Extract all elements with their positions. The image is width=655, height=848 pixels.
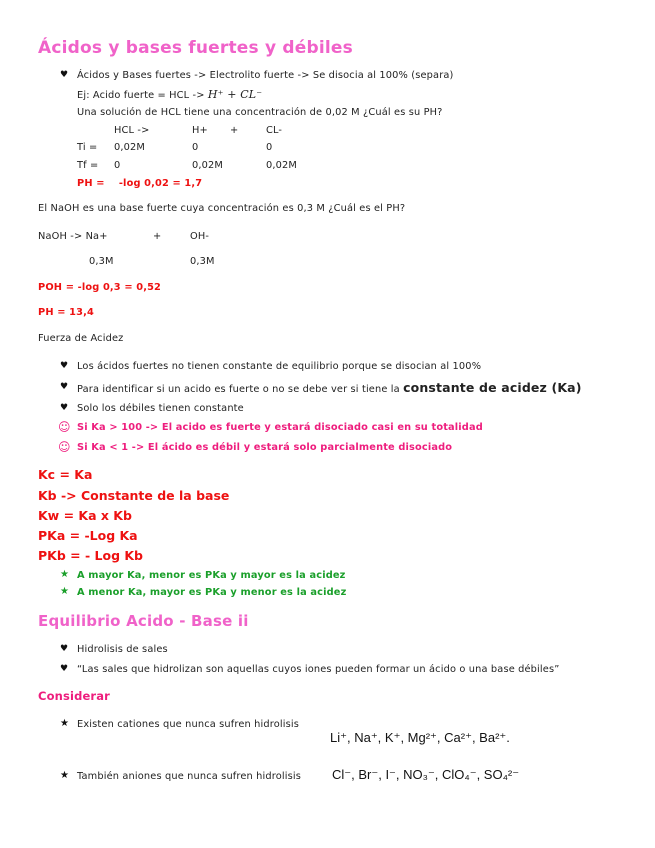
question-naoh: El NaOH es una base fuerte cuya concentración es 0,3 M ¿Cuál es el PH?	[38, 203, 406, 214]
smiley-text: Si Ka < 1 -> El ácido es débil y estará solo parcialmente disociado	[77, 442, 453, 453]
formula-line: PKa = -Log Ka	[38, 528, 138, 543]
star-icon: ★	[60, 770, 69, 781]
green-note: A menor Ka, mayor es PKa y menor es la acidez	[77, 587, 347, 598]
section-title-acidos-bases: Ácidos y bases fuertes y débiles	[38, 38, 353, 58]
tf-value: 0	[114, 160, 121, 171]
ti-value: 0	[192, 142, 199, 153]
example-line	[77, 88, 262, 101]
star-icon: ★	[60, 586, 69, 597]
example-text: Ej: Acido fuerte = HCL ->	[77, 90, 208, 101]
naoh-reaction: NaOH -> Na+	[38, 231, 108, 242]
naoh-plus: +	[153, 231, 162, 242]
table-header-plus: +	[230, 125, 239, 136]
heart-bullet-icon: ♥	[60, 664, 69, 674]
bullet-text: Ácidos y Bases fuertes -> Electrolito fuerte -> Se disocia al 100% (separa)	[77, 70, 454, 81]
oh-concentration: 0,3M	[190, 256, 215, 267]
star-icon: ★	[60, 718, 69, 729]
green-note: A mayor Ka, menor es PKa y mayor es la acidez	[77, 570, 346, 581]
star-text: Existen cationes que nunca sufren hidrolisis	[77, 719, 299, 730]
bullet-text: “Las sales que hidrolizan son aquellas cuyos iones pueden formar un ácido o una base débiles”	[77, 664, 560, 675]
ti-value: 0,02M	[114, 142, 146, 153]
formula-line: Kb -> Constante de la base	[38, 488, 230, 503]
example-math: H⁺ + CL⁻	[207, 88, 263, 101]
poh-result: POH = -log 0,3 = 0,52	[38, 282, 162, 293]
star-icon: ★	[60, 569, 69, 580]
star-text: También aniones que nunca sufren hidrolisis	[77, 771, 301, 782]
formula-line: Kc = Ka	[38, 467, 93, 482]
bullet-text	[77, 380, 582, 395]
ti-value: 0	[266, 142, 273, 153]
formula-line: PKb = - Log Kb	[38, 548, 143, 563]
bullet-text: Hidrolisis de sales	[77, 644, 168, 655]
cation-list: Li⁺, Na⁺, K⁺, Mg²⁺, Ca²⁺, Ba²⁺.	[330, 730, 510, 745]
tf-value: 0,02M	[192, 160, 224, 171]
smiley-icon: ☺	[58, 440, 71, 454]
smiley-text: Si Ka > 100 -> El acido es fuerte y estará disociado casi en su totalidad	[77, 422, 483, 433]
tf-label: Tf =	[77, 160, 99, 171]
ph-result: PH = -log 0,02 = 1,7	[77, 178, 203, 189]
bullet-text: Los ácidos fuertes no tienen constante de equilibrio porque se disocian al 100%	[77, 361, 482, 372]
heart-bullet-icon: ♥	[60, 70, 69, 80]
smiley-icon: ☺	[58, 420, 71, 434]
heart-bullet-icon: ♥	[60, 382, 69, 392]
question-hcl: Una solución de HCL tiene una concentración de 0,02 M ¿Cuál es su PH?	[77, 107, 443, 118]
bullet-text-bold: constante de acidez (Ka)	[403, 380, 582, 395]
heart-bullet-icon: ♥	[60, 644, 69, 654]
tf-value: 0,02M	[266, 160, 298, 171]
bullet-text-part: Para identificar si un acido es fuerte o no se debe ver si tiene la	[77, 384, 404, 395]
table-header-hcl: HCL ->	[114, 125, 150, 136]
heart-bullet-icon: ♥	[60, 403, 69, 413]
formula-line: Kw = Ka x Kb	[38, 508, 132, 523]
anion-list: Cl⁻, Br⁻, I⁻, NO₃⁻, ClO₄⁻, SO₄²⁻	[332, 767, 520, 782]
considerar-heading: Considerar	[38, 689, 110, 703]
fuerza-heading: Fuerza de Acidez	[38, 333, 124, 344]
heart-bullet-icon: ♥	[60, 361, 69, 371]
ti-label: Ti =	[77, 142, 98, 153]
naoh-oh: OH-	[190, 231, 210, 242]
ph2-result: PH = 13,4	[38, 307, 94, 318]
table-header-h: H+	[192, 125, 208, 136]
section-title-equilibrio: Equilibrio Acido - Base ii	[38, 612, 249, 630]
table-header-cl: CL-	[266, 125, 283, 136]
bullet-text: Solo los débiles tienen constante	[77, 403, 244, 414]
naoh-concentration: 0,3M	[89, 256, 114, 267]
